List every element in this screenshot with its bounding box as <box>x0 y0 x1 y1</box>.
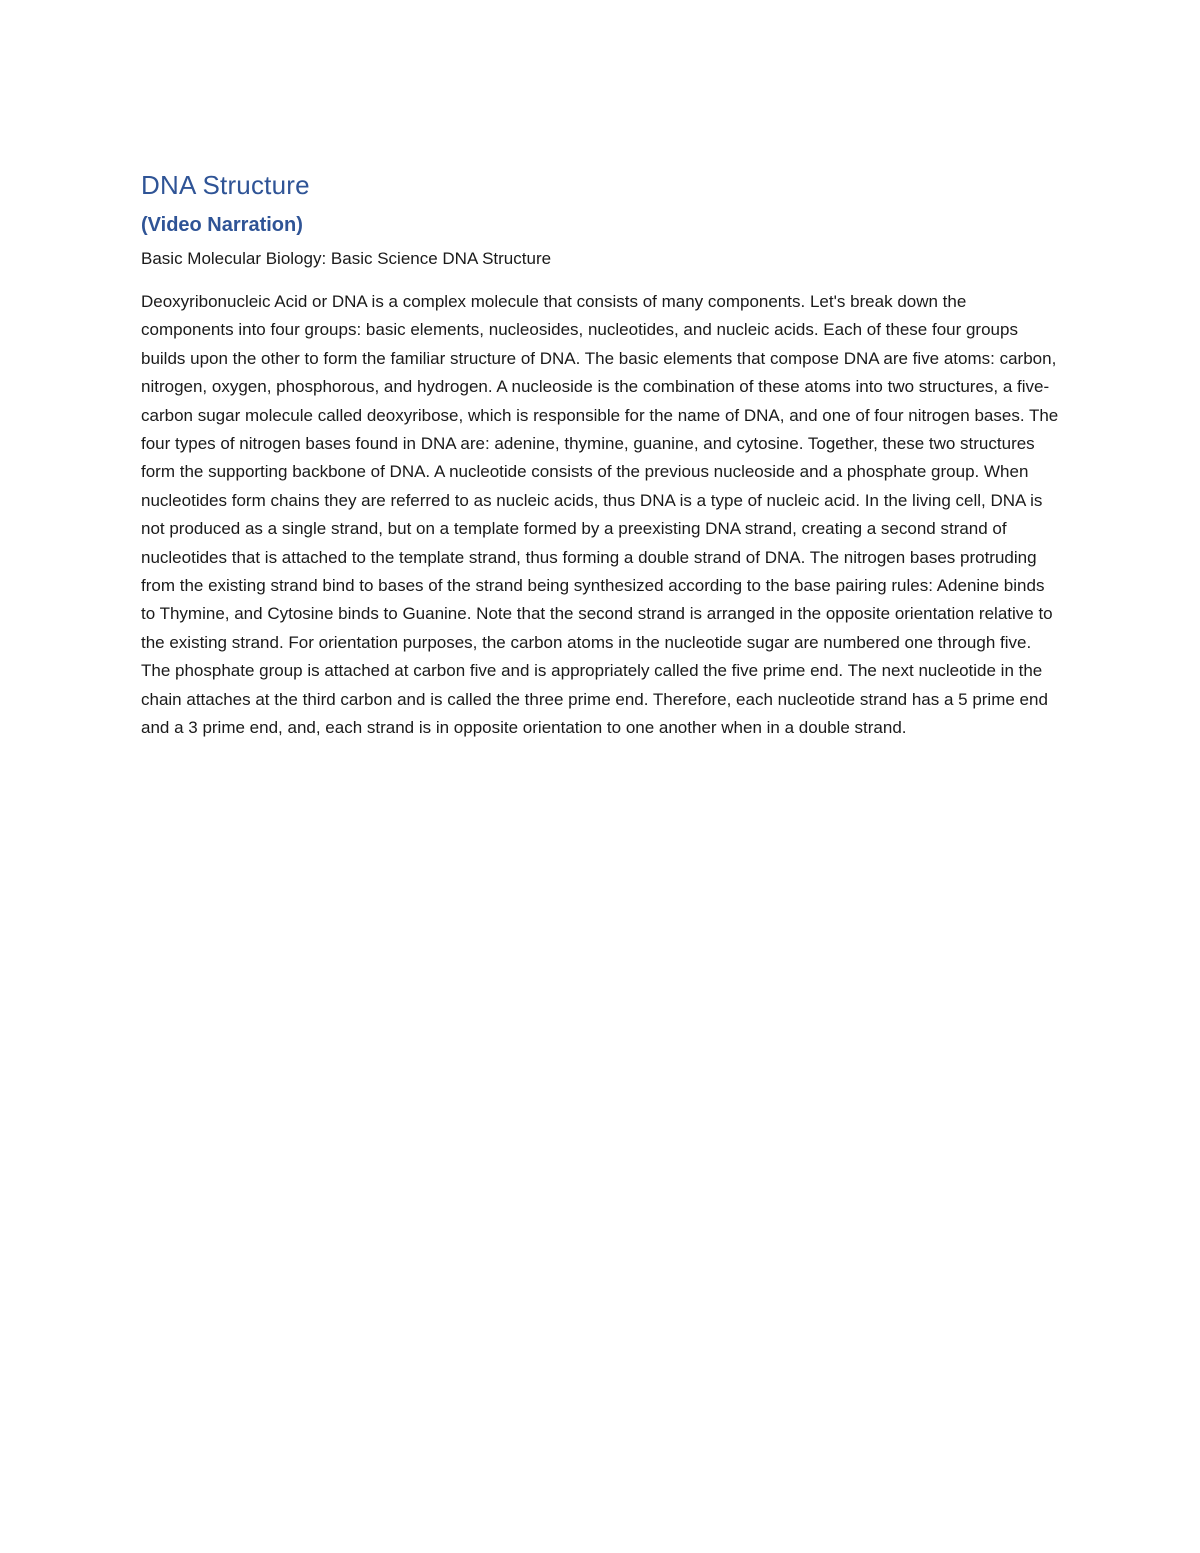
document-subtitle: (Video Narration) <box>141 214 303 236</box>
document-heading: Basic Molecular Biology: Basic Science DNA Structure <box>141 249 552 268</box>
document-title: DNA Structure <box>141 170 310 200</box>
body-paragraph: Deoxyribonucleic Acid or DNA is a complex molecule that consists of many components. Let's break down the components into four groups: basic elements, nucleosides, nucleotides, and nucleic acids. Each of these four groups builds upon the other to form the familiar structure of DNA. The basic elements that compose DNA are five atoms: carbon, nitrogen, oxygen, phosphorous, and hydrogen. A nucleoside is the combination of these atoms into two structures, a five-carbon sugar molecule called deoxyribose, which is responsible for the name of DNA, and one of four nitrogen bases. The four types of nitrogen bases found in DNA are: adenine, thymine, guanine, and cytosine. Together, these two structures form the supporting backbone of DNA. A nucleotide consists of the previous nucleoside and a phosphate group. When nucleotides form chains they are referred to as nucleic acids, thus DNA is a type of nucleic acid. In the living cell, DNA is not produced as a single strand, but on a template formed by a preexisting DNA strand, creating a second strand of nucleotides that is attached to the template strand, thus forming a double strand of DNA. The nitrogen bases protruding from the existing strand bind to bases of the strand being synthesized according to the base pairing rules: Adenine binds to Thymine, and Cytosine binds to Guanine. Note that the second strand is arranged in the opposite orientation relative to the existing strand. For orientation purposes, the carbon atoms in the nucleotide sugar are numbered one through five. The phosphate group is attached at carbon five and is appropriately called the five prime end. The next nucleotide in the chain attaches at the third carbon and is called the three prime end. Therefore, each nucleotide strand has a 5 prime end and a 3 prime end, and, each strand is in opposite orientation to one another when in a double strand. <box>141 292 1059 738</box>
document-content <box>141 166 1061 743</box>
